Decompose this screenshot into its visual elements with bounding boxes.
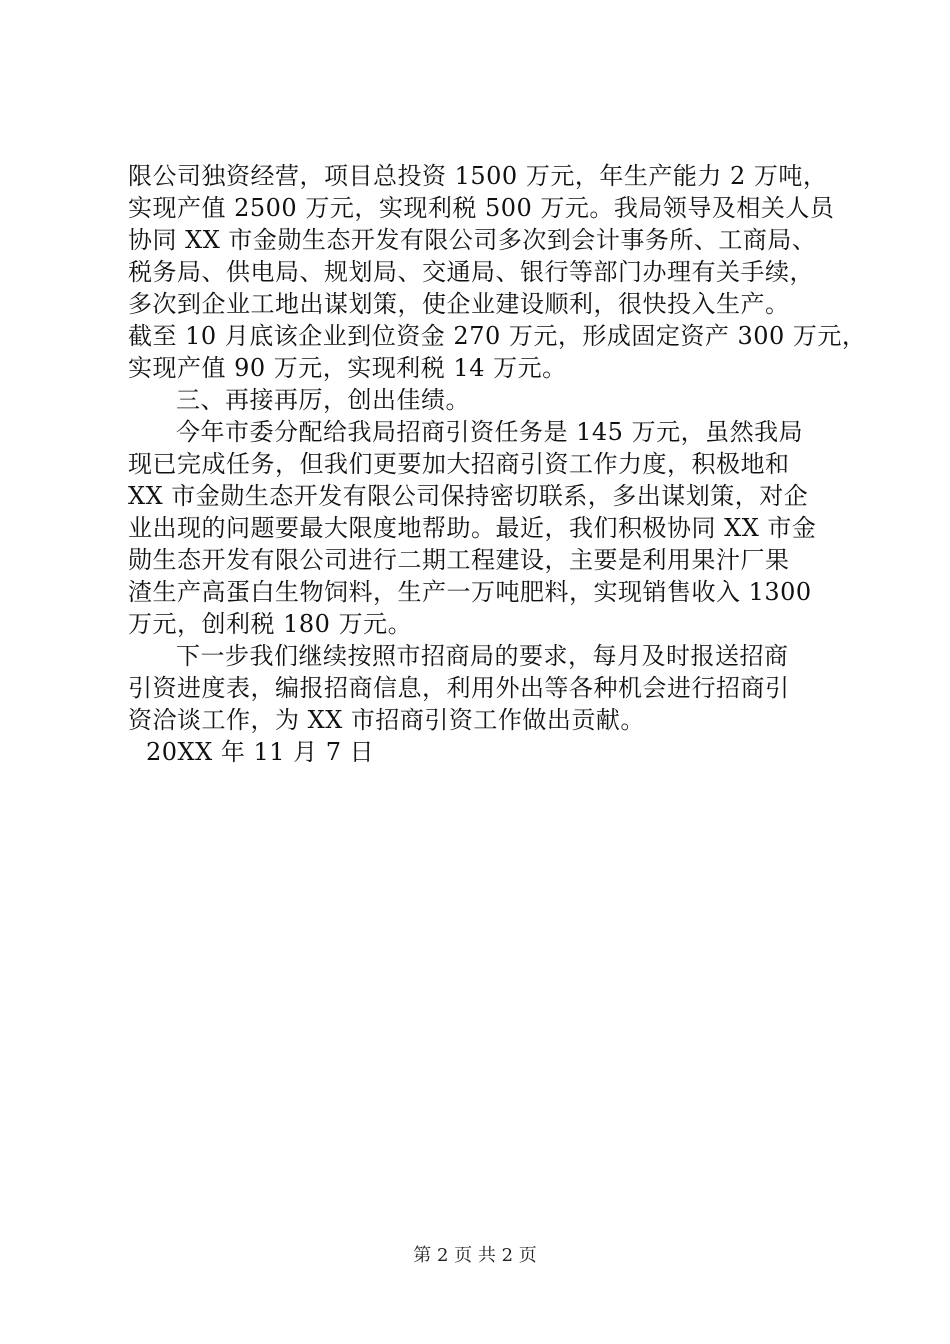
paragraph-line: XX 市金勋生态开发有限公司保持密切联系，多出谋划策，对企 bbox=[128, 482, 809, 510]
paragraph-line: 实现产值 2500 万元，实现利税 500 万元。我局领导及相关人员 bbox=[128, 194, 835, 222]
paragraph-line: 实现产值 90 万元，实现利税 14 万元。 bbox=[128, 354, 567, 382]
paragraph-line: 渣生产高蛋白生物饲料，生产一万吨肥料，实现销售收入 1300 bbox=[128, 578, 812, 606]
paragraph-line: 万元，创利税 180 万元。 bbox=[128, 610, 413, 638]
paragraph-line: 引资进度表，编报招商信息，利用外出等各种机会进行招商引 bbox=[128, 674, 790, 702]
page-number-footer: 第 2 页 共 2 页 bbox=[413, 1245, 537, 1266]
document-date: 20XX 年 11 月 7 日 bbox=[146, 738, 375, 766]
paragraph-line: 勋生态开发有限公司进行二期工程建设，主要是利用果汁厂果 bbox=[128, 546, 790, 574]
section-heading: 三、再接再厉，创出佳绩。 bbox=[176, 386, 470, 414]
paragraph-line: 现已完成任务，但我们更要加大招商引资工作力度，积极地和 bbox=[128, 450, 790, 478]
paragraph-line: 税务局、供电局、规划局、交通局、银行等部门办理有关手续， bbox=[128, 258, 814, 286]
paragraph-line: 限公司独资经营，项目总投资 1500 万元，年生产能力 2 万吨， bbox=[128, 162, 828, 190]
paragraph-line: 今年市委分配给我局招商引资任务是 145 万元，虽然我局 bbox=[176, 418, 804, 446]
paragraph-line: 协同 XX 市金勋生态开发有限公司多次到会计事务所、工商局、 bbox=[128, 226, 817, 254]
paragraph-line: 截至 10 月底该企业到位资金 270 万元，形成固定资产 300 万元， bbox=[128, 322, 867, 350]
paragraph-line: 资洽谈工作，为 XX 市招商引资工作做出贡献。 bbox=[128, 706, 645, 734]
paragraph-line: 多次到企业工地出谋划策，使企业建设顺利，很快投入生产。 bbox=[128, 290, 790, 318]
paragraph-line: 业出现的问题要最大限度地帮助。最近，我们积极协同 XX 市金 bbox=[128, 514, 817, 542]
paragraph-line: 下一步我们继续按照市招商局的要求，每月及时报送招商 bbox=[176, 642, 789, 670]
